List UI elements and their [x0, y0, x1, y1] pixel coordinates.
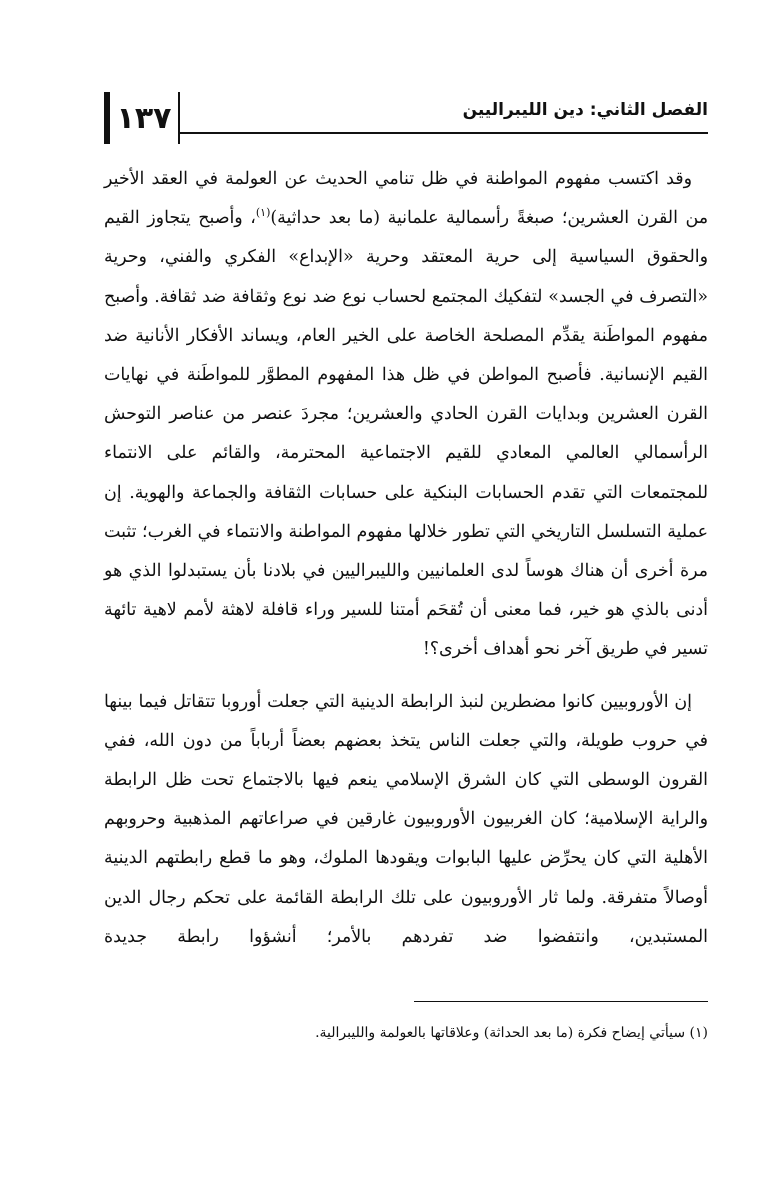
body-text [104, 160, 708, 957]
paragraph-1-part-1: وقد اكتسب مفهوم المواطنة في ظل تنامي الحديث عن العولمة في العقد الأخير من القرن العشرين؛ صبغةً رأسمالية علمانية (ما بعد حداثية) [104, 169, 709, 229]
paragraph-1 [104, 160, 708, 670]
header-rule [180, 132, 708, 134]
footnote-reference: (١) [255, 206, 271, 220]
page-number: ١٣٧ [104, 92, 180, 144]
paragraph-2: إن الأوروبيين كانوا مضطرين لنبذ الرابطة الدينية التي جعلت أوروبا تتقاتل فيما بينها في حروب طويلة، والتي جعلت الناس يتخذ بعضهم بعضاً أرباباً من دون الله، ففي القرون الوسطى التي كان الشرق الإسلامي ينعم فيها بالاجتماع تحت ظل الرابطة والراية الإسلامية؛ كان الغربيون الأوروبيون غارقين في صراعاتهم المذهبية وحروبهم الأهلية التي كان يحرِّض عليها البابوات ويقودها الملوك، وهو ما قطع رابطتهم الدينية أوصالاً متفرقة. ولما ثار الأوروبيون على تلك الرابطة القائمة على تحكم رجال الدين المستبدين، وانتفضوا ضد تفردهم بالأمر؛ أنشؤوا رابطة جديدة [104, 691, 708, 947]
page-header [104, 92, 708, 148]
chapter-title: الفصل الثاني: دين الليبراليين [462, 100, 708, 120]
footnote-rule [414, 1001, 708, 1002]
paragraph-1-part-2: ، وأصبح يتجاوز القيم والحقوق السياسية إلى حرية المعتقد وحرية «الإبداع» الفكري والفني، وحرية «التصرف في الجسد» لتفكيك المجتمع لحساب نوع ضد نوع وثقافة ضد ثقافة. وأصبح مفهوم المواطَنة يقدِّم المصلحة الخاصة على الخير العام، ويساند الأفكار الأنانية ضد القيم الإنسانية. فأصبح المواطن في ظل هذا المفهوم المطوَّر للمواطَنة في نهايات القرن العشرين وبدايات القرن الحادي والعشرين؛ مجردَ عنصر من عناصر التوحش الرأسمالي العالمي المعادي للقيم الاجتماعية المحترمة، والقائم على الانتماء للمجتمعات التي تقدم الحسابات البنكية على حسابات الثقافة والجماعة والهوية. إن عملية التسلسل التاريخي التي تطور خلالها مفهوم المواطنة والانتماء في الغرب؛ تثبت مرة أخرى أن هناك هوساً لدى العلمانيين والليبراليين في بلادنا بأن يستبدلوا الذي هو أدنى بالذي هو خير، فما معنى أن تُقحَم أمتنا للسير وراء قافلة لاهثة لأمم لاهية تائهة تسير في طريق آخر نحو أهداف أخرى؟! [104, 208, 708, 660]
footnote: (١) سيأتي إيضاح فكرة (ما بعد الحداثة) وعلاقاتها بالعولمة والليبرالية. [315, 1025, 708, 1041]
